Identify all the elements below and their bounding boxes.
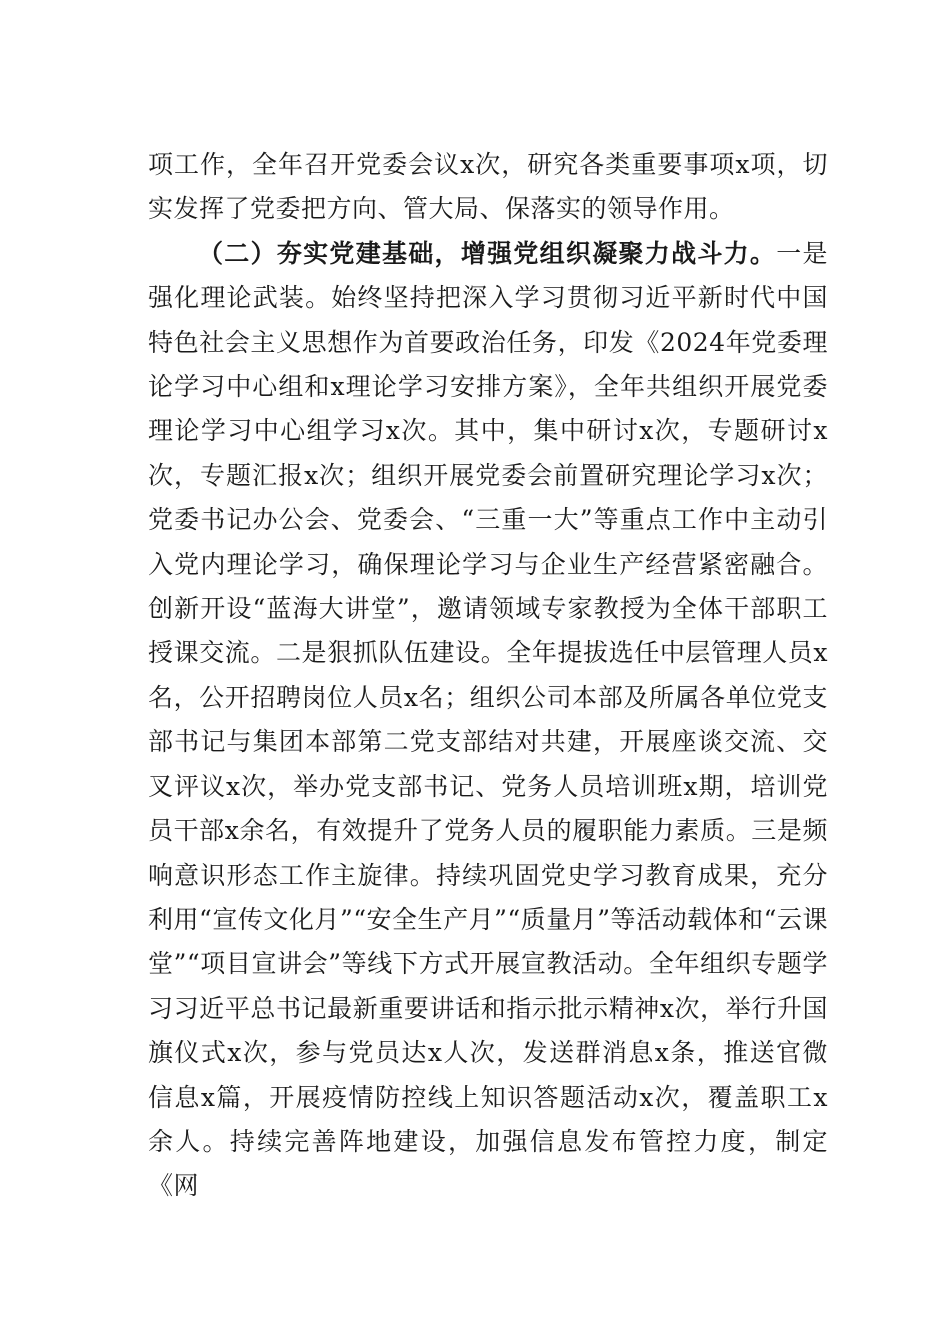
section-heading: （二）夯实党建基础，增强党组织凝聚力战斗力。: [198, 238, 777, 268]
document-body: [148, 143, 828, 1209]
section-body: 一是强化理论武装。始终坚持把深入学习贯彻习近平新时代中国特色社会主义思想作为首要政治任务，印发《2024年党委理论学习中心组和x理论学习安排方案》，全年共组织开展党委理论学习中心组学习x次。其中，集中研讨x次，专题研讨x次，专题汇报x次；组织开展党委会前置研究理论学习x次；党委书记办公会、党委会、“三重一大”等重点工作中主动引入党内理论学习，确保理论学习与企业生产经营紧密融合。创新开设“蓝海大讲堂”，邀请领域专家教授为全体干部职工授课交流。二是狠抓队伍建设。全年提拔选任中层管理人员x名，公开招聘岗位人员x名；组织公司本部及所属各单位党支部书记与集团本部第二党支部结对共建，开展座谈交流、交叉评议x次，举办党支部书记、党务人员培训班x期，培训党员干部x余名，有效提升了党务人员的履职能力素质。三是频响意识形态工作主旋律。持续巩固党史学习教育成果，充分利用“宣传文化月”“安全生产月”“质量月”等活动载体和“云课堂”“项目宣讲会”等线下方式开展宣教活动。全年组织专题学习习近平总书记最新重要讲话和指示批示精神x次，举行升国旗仪式x次，参与党员达x人次，发送群消息x条，推送官微信息x篇，开展疫情防控线上知识答题活动x次，覆盖职工x余人。持续完善阵地建设，加强信息发布管控力度，制定《网: [148, 238, 828, 1201]
paragraph-continuation: 项工作，全年召开党委会议x次，研究各类重要事项x项，切实发挥了党委把方向、管大局、保落实的领导作用。: [148, 150, 828, 224]
paragraph-section-2: [148, 232, 828, 1209]
